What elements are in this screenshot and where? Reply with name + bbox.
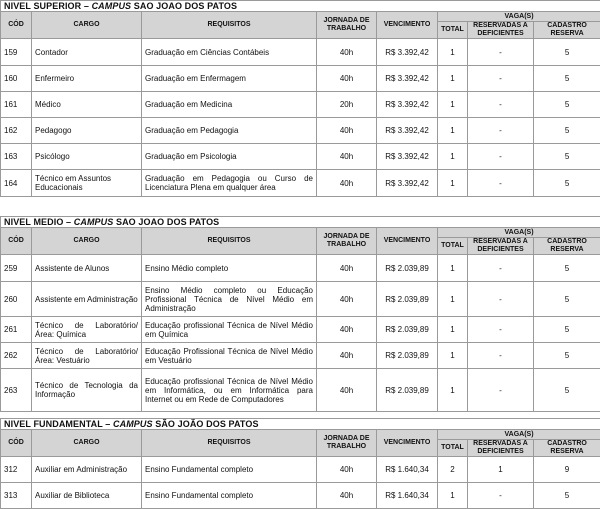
table-row	[1, 343, 600, 369]
cell-cargo: Enfermeiro	[32, 66, 142, 92]
cell-cargo: Auxiliar em Administração	[32, 457, 142, 483]
cell-vencimento: R$ 2.039,89	[377, 282, 438, 317]
cell-reservadas: -	[468, 282, 534, 317]
cell-total: 1	[438, 66, 468, 92]
section-title-row	[1, 1, 600, 12]
cell-jornada: 40h	[317, 39, 377, 66]
cell-cod: 312	[1, 457, 32, 483]
cell-cadastro: 5	[534, 118, 600, 144]
cell-cadastro: 5	[534, 255, 600, 282]
cell-cadastro: 5	[534, 317, 600, 343]
cell-reservadas: 1	[468, 457, 534, 483]
cell-cargo: Psicólogo	[32, 144, 142, 170]
header-requisitos: REQUISITOS	[142, 228, 317, 255]
cell-cod: 259	[1, 255, 32, 282]
header-vagas: VAGA(S)	[438, 430, 600, 440]
header-row	[1, 12, 600, 22]
cell-requisitos: Graduação em Enfermagem	[142, 66, 317, 92]
cell-jornada: 20h	[317, 92, 377, 118]
cell-total: 1	[438, 317, 468, 343]
cell-reservadas: -	[468, 92, 534, 118]
cell-cod: 162	[1, 118, 32, 144]
header-total: TOTAL	[438, 440, 468, 457]
table-row	[1, 39, 600, 66]
cell-requisitos: Educação profissional Técnica de Nível Médio em Química	[142, 317, 317, 343]
cell-requisitos: Ensino Médio completo ou Educação Profissional Técnica de Nível Médio em Administração	[142, 282, 317, 317]
cell-vencimento: R$ 3.392,42	[377, 39, 438, 66]
table-nivel-superior	[0, 0, 600, 197]
header-cargo: CARGO	[32, 430, 142, 457]
cell-jornada: 40h	[317, 457, 377, 483]
header-cod: CÓD	[1, 12, 32, 39]
cell-requisitos: Educação profissional Técnica de Nível Médio em Informática, ou em Informática para Internet ou em Rede de Computadores	[142, 369, 317, 412]
table-row	[1, 170, 600, 197]
cell-total: 1	[438, 483, 468, 509]
header-row	[1, 430, 600, 440]
cell-cod: 164	[1, 170, 32, 197]
table-nivel-fundamental	[0, 418, 600, 509]
cell-jornada: 40h	[317, 118, 377, 144]
header-reservadas: RESERVADAS A DEFICIENTES	[468, 238, 534, 255]
header-vagas: VAGA(S)	[438, 228, 600, 238]
cell-vencimento: R$ 3.392,42	[377, 118, 438, 144]
cell-vencimento: R$ 2.039,89	[377, 369, 438, 412]
cell-cod: 160	[1, 66, 32, 92]
table-row	[1, 282, 600, 317]
cell-cargo: Assistente em Administração	[32, 282, 142, 317]
cell-vencimento: R$ 2.039,89	[377, 255, 438, 282]
cell-cadastro: 5	[534, 343, 600, 369]
cell-vencimento: R$ 1.640,34	[377, 483, 438, 509]
cell-vencimento: R$ 3.392,42	[377, 92, 438, 118]
header-row	[1, 228, 600, 238]
cell-total: 1	[438, 255, 468, 282]
cell-jornada: 40h	[317, 343, 377, 369]
cell-jornada: 40h	[317, 282, 377, 317]
cell-jornada: 40h	[317, 66, 377, 92]
cell-reservadas: -	[468, 118, 534, 144]
cell-jornada: 40h	[317, 483, 377, 509]
cell-requisitos: Ensino Fundamental completo	[142, 457, 317, 483]
header-total: TOTAL	[438, 22, 468, 39]
cell-cadastro: 5	[534, 39, 600, 66]
cell-cargo: Assistente de Alunos	[32, 255, 142, 282]
cell-requisitos: Graduação em Medicina	[142, 92, 317, 118]
cell-reservadas: -	[468, 317, 534, 343]
cell-cargo: Técnico de Laboratório/ Área: Química	[32, 317, 142, 343]
header-cargo: CARGO	[32, 228, 142, 255]
cell-requisitos: Ensino Fundamental completo	[142, 483, 317, 509]
cell-total: 1	[438, 343, 468, 369]
cell-requisitos: Graduação em Pedagogia ou Curso de Licenciatura Plena em qualquer área	[142, 170, 317, 197]
cell-requisitos: Educação Profissional Técnica de Nível Médio em Vestuário	[142, 343, 317, 369]
cell-cod: 263	[1, 369, 32, 412]
header-vencimento: VENCIMENTO	[377, 12, 438, 39]
cell-vencimento: R$ 3.392,42	[377, 170, 438, 197]
cell-vencimento: R$ 2.039,89	[377, 317, 438, 343]
cell-cadastro: 5	[534, 369, 600, 412]
cell-reservadas: -	[468, 369, 534, 412]
table-row	[1, 369, 600, 412]
cell-vencimento: R$ 3.392,42	[377, 144, 438, 170]
header-cadastro: CADASTRO RESERVA	[534, 22, 600, 39]
cell-jornada: 40h	[317, 369, 377, 412]
cell-reservadas: -	[468, 255, 534, 282]
cell-cadastro: 5	[534, 144, 600, 170]
cell-jornada: 40h	[317, 317, 377, 343]
table-row	[1, 255, 600, 282]
header-reservadas: RESERVADAS A DEFICIENTES	[468, 440, 534, 457]
cell-reservadas: -	[468, 170, 534, 197]
cell-cadastro: 5	[534, 92, 600, 118]
cell-total: 1	[438, 39, 468, 66]
cell-total: 1	[438, 144, 468, 170]
cell-jornada: 40h	[317, 144, 377, 170]
cell-cod: 159	[1, 39, 32, 66]
cell-cod: 163	[1, 144, 32, 170]
header-requisitos: REQUISITOS	[142, 430, 317, 457]
cell-cargo: Técnico de Laboratório/ Área: Vestuário	[32, 343, 142, 369]
section-title-row	[1, 217, 600, 228]
cell-cargo: Técnico de Tecnologia da Informação	[32, 369, 142, 412]
cell-cod: 161	[1, 92, 32, 118]
cell-cargo: Técnico em Assuntos Educacionais	[32, 170, 142, 197]
header-jornada: JORNADA DE TRABALHO	[317, 228, 377, 255]
cell-requisitos: Graduação em Pedagogia	[142, 118, 317, 144]
cell-total: 1	[438, 118, 468, 144]
cell-cadastro: 5	[534, 282, 600, 317]
table-row	[1, 118, 600, 144]
cell-cargo: Auxiliar de Biblioteca	[32, 483, 142, 509]
cell-cod: 262	[1, 343, 32, 369]
cell-cadastro: 9	[534, 457, 600, 483]
cell-total: 1	[438, 92, 468, 118]
cell-vencimento: R$ 2.039,89	[377, 343, 438, 369]
cell-cargo: Contador	[32, 39, 142, 66]
cell-total: 1	[438, 369, 468, 412]
header-vencimento: VENCIMENTO	[377, 228, 438, 255]
header-jornada: JORNADA DE TRABALHO	[317, 12, 377, 39]
header-cadastro: CADASTRO RESERVA	[534, 440, 600, 457]
cell-cadastro: 5	[534, 66, 600, 92]
table-row	[1, 457, 600, 483]
header-cod: CÓD	[1, 228, 32, 255]
cell-reservadas: -	[468, 39, 534, 66]
header-vencimento: VENCIMENTO	[377, 430, 438, 457]
cell-cargo: Pedagogo	[32, 118, 142, 144]
section-title-row	[1, 419, 600, 430]
section-title: NIVEL FUNDAMENTAL – CAMPUS SÃO JOÃO DOS PATOS	[1, 419, 600, 430]
cell-jornada: 40h	[317, 255, 377, 282]
cell-vencimento: R$ 1.640,34	[377, 457, 438, 483]
header-requisitos: REQUISITOS	[142, 12, 317, 39]
cell-reservadas: -	[468, 483, 534, 509]
cell-vencimento: R$ 3.392,42	[377, 66, 438, 92]
table-row	[1, 317, 600, 343]
cell-cod: 260	[1, 282, 32, 317]
header-vagas: VAGA(S)	[438, 12, 600, 22]
header-cargo: CARGO	[32, 12, 142, 39]
table-row	[1, 144, 600, 170]
header-reservadas: RESERVADAS A DEFICIENTES	[468, 22, 534, 39]
cell-cod: 313	[1, 483, 32, 509]
cell-cod: 261	[1, 317, 32, 343]
cell-cadastro: 5	[534, 483, 600, 509]
table-row	[1, 483, 600, 509]
cell-requisitos: Graduação em Psicologia	[142, 144, 317, 170]
cell-total: 1	[438, 170, 468, 197]
section-title: NIVEL SUPERIOR – CAMPUS SAO JOAO DOS PATOS	[1, 1, 600, 12]
cell-requisitos: Ensino Médio completo	[142, 255, 317, 282]
cell-total: 2	[438, 457, 468, 483]
table-nivel-medio	[0, 216, 600, 412]
cell-reservadas: -	[468, 343, 534, 369]
cell-cargo: Médico	[32, 92, 142, 118]
table-row	[1, 66, 600, 92]
table-row	[1, 92, 600, 118]
cell-reservadas: -	[468, 144, 534, 170]
header-cod: CÓD	[1, 430, 32, 457]
section-title: NIVEL MEDIO – CAMPUS SAO JOAO DOS PATOS	[1, 217, 600, 228]
cell-jornada: 40h	[317, 170, 377, 197]
header-total: TOTAL	[438, 238, 468, 255]
header-jornada: JORNADA DE TRABALHO	[317, 430, 377, 457]
cell-requisitos: Graduação em Ciências Contábeis	[142, 39, 317, 66]
cell-cadastro: 5	[534, 170, 600, 197]
header-cadastro: CADASTRO RESERVA	[534, 238, 600, 255]
cell-reservadas: -	[468, 66, 534, 92]
cell-total: 1	[438, 282, 468, 317]
